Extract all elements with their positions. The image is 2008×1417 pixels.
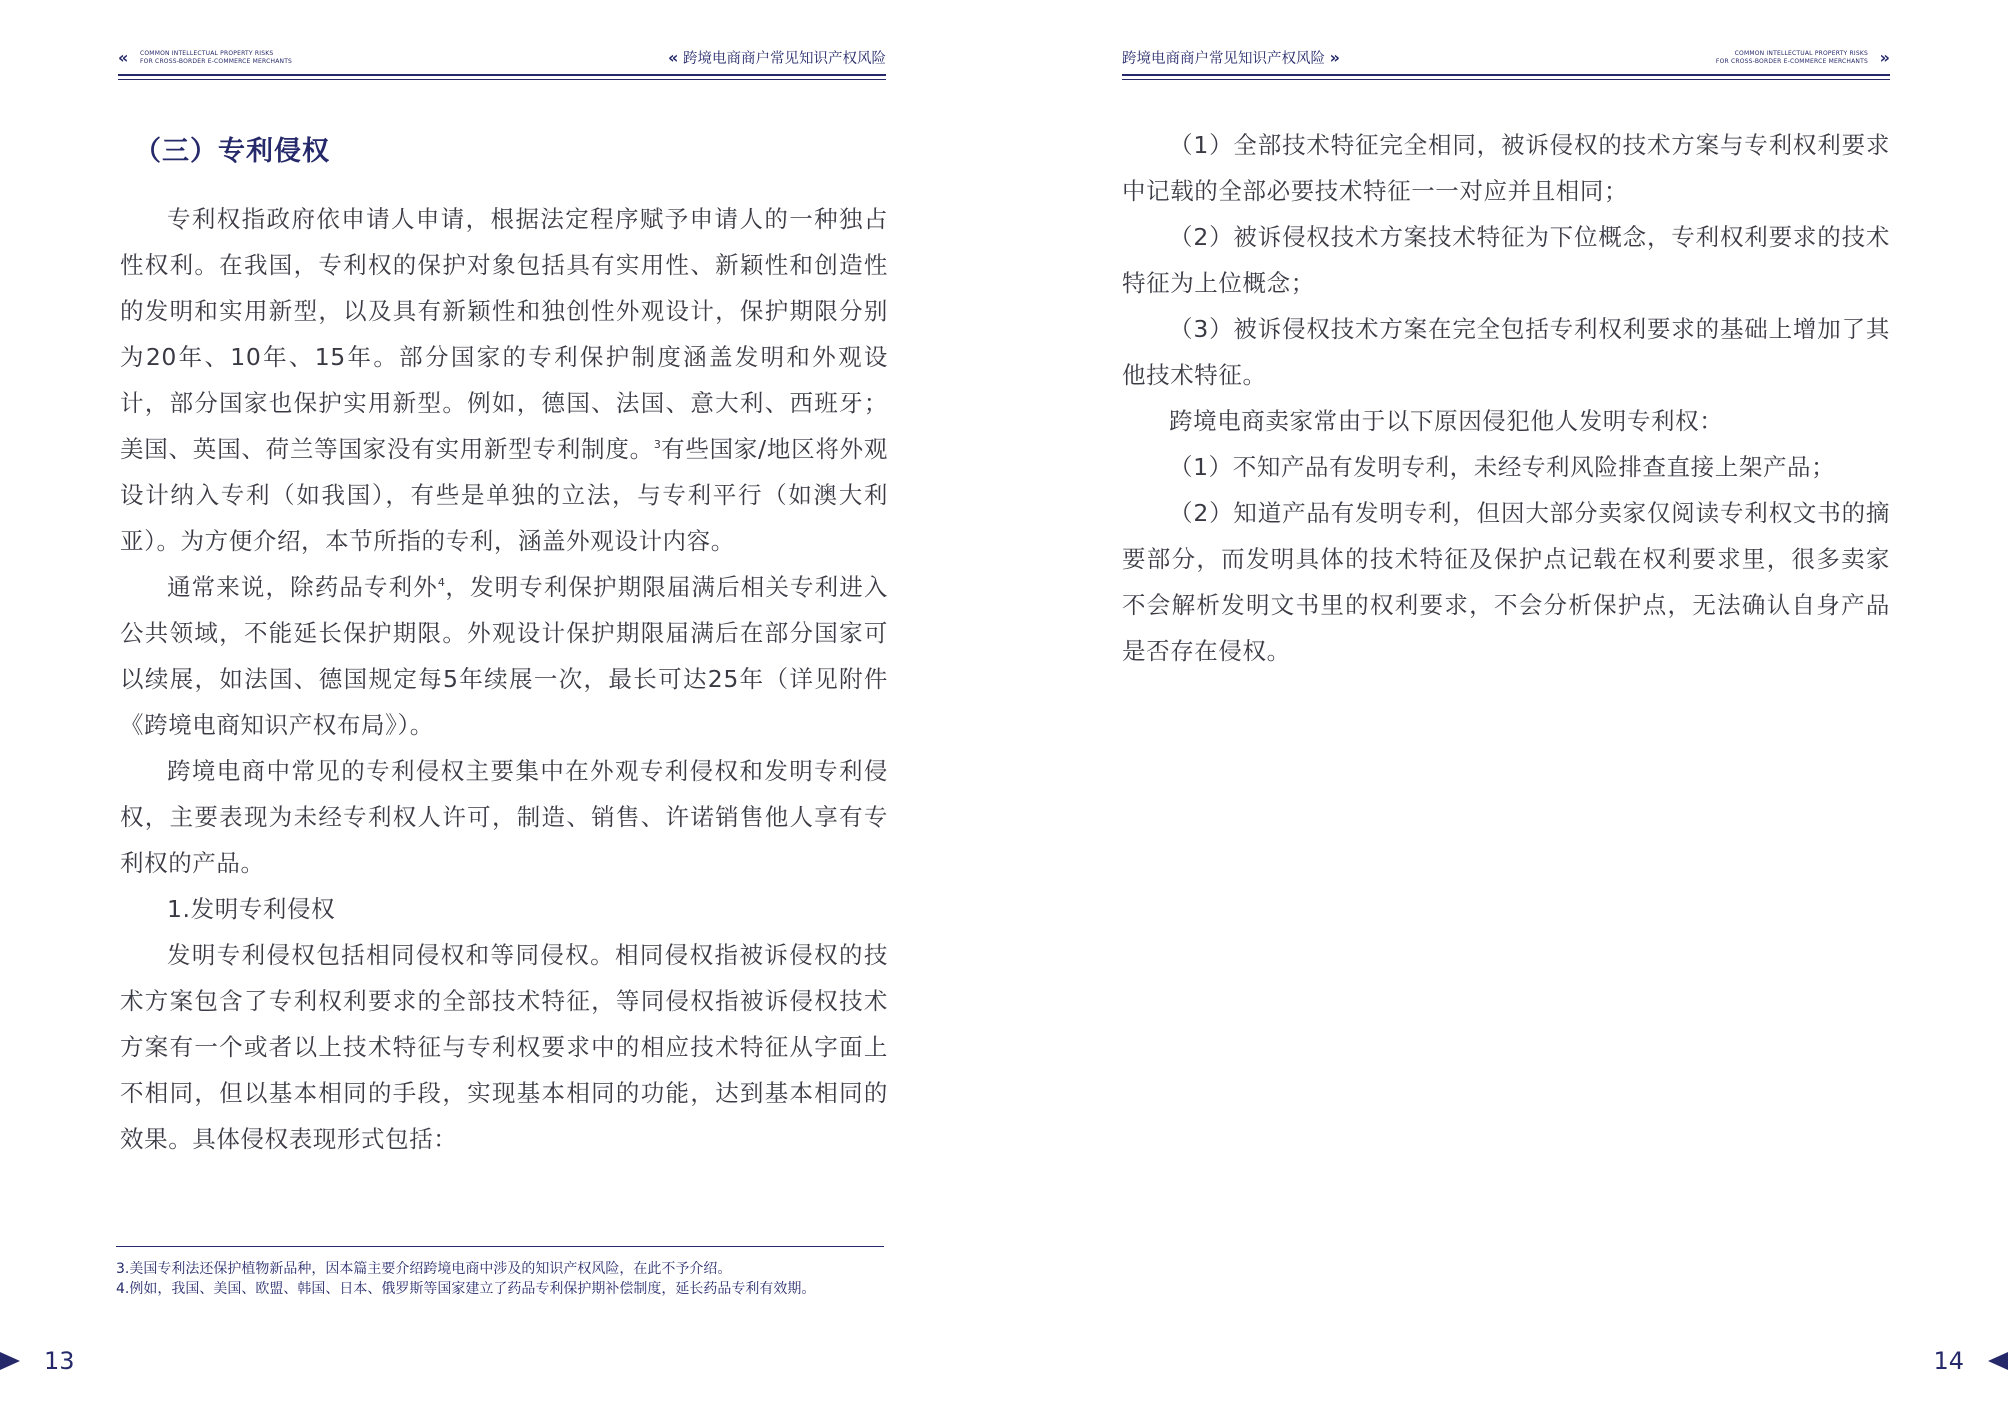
footnote-ref[interactable]: 3 bbox=[653, 438, 661, 452]
paragraph: （1）全部技术特征完全相同，被诉侵权的技术方案与专利权利要求中记载的全部必要技术特征一一对应并且相同； bbox=[1122, 131, 1890, 205]
right-body bbox=[1122, 122, 1890, 674]
chevron-left-icon: « bbox=[118, 48, 129, 67]
header-english-title: COMMON INTELLECTUAL PROPERTY RISKS FOR CROSS-BORDER E-COMMERCE MERCHANTS bbox=[1715, 50, 1868, 65]
subheading: 1.发明专利侵权 bbox=[167, 895, 336, 923]
header-title: « 跨境电商商户常见知识产权风险 bbox=[668, 48, 886, 67]
paragraph: （1）不知产品有发明专利，未经专利风险排查直接上架产品； bbox=[1169, 453, 1836, 481]
chevron-right-icon: » bbox=[1879, 48, 1890, 67]
chevron-right-icon: » bbox=[1329, 48, 1340, 67]
header-rule-thin bbox=[1122, 79, 1890, 80]
footnote-3: 3.美国专利法还保护植物新品种，因本篇主要介绍跨境电商中涉及的知识产权风险，在此不予介绍。 bbox=[116, 1261, 732, 1277]
running-header bbox=[1122, 48, 1890, 72]
page-number: 14 bbox=[1933, 1347, 1964, 1375]
paragraph: 专利权指政府依申请人申请，根据法定程序赋予申请人的一种独占性权利。在我国，专利权的保护对象包括具有实用性、新颖性和创造性的发明和实用新型，以及具有新颖性和独创性外观设计，保护期限分别为20年、10年、15年。部分国家的专利保护制度涵盖发明和外观设计，部分国家也保护实用新型。例如，德国、法国、意大利、西班牙；美国、英国、荷兰等国家没有实用新型专利制度。$^3$有些国家/地区将外观设计纳入专利（如我国），有些是单独的立法，与专利平行（如澳大利亚）。为方便介绍，本节所指的专利，涵盖外观设计内容。 bbox=[120, 205, 889, 555]
right-page bbox=[1004, 0, 2008, 1417]
footnote-ref[interactable]: 4 bbox=[437, 576, 445, 590]
triangle-right-icon bbox=[0, 1352, 20, 1370]
paragraph: （3）被诉侵权技术方案在完全包括专利权利要求的基础上增加了其他技术特征。 bbox=[1122, 315, 1890, 389]
header-rule-thin bbox=[118, 79, 886, 80]
paragraph: 通常来说，除药品专利外$^4$，发明专利保护期限届满后相关专利进入公共领域，不能延长保护期限。外观设计保护期限届满后在部分国家可以续展，如法国、德国规定每5年续展一次，最长可达25年（详见附件《跨境电商知识产权布局》）。 bbox=[120, 573, 888, 739]
footnote-rule bbox=[116, 1246, 884, 1247]
paragraph: （2）被诉侵权技术方案技术特征为下位概念，专利权利要求的技术特征为上位概念； bbox=[1122, 223, 1890, 297]
paragraph: 跨境电商卖家常由于以下原因侵犯他人发明专利权： bbox=[1169, 407, 1724, 435]
paragraph: （2）知道产品有发明专利，但因大部分卖家仅阅读专利权文书的摘要部分，而发明具体的技术特征及保护点记载在权利要求里，很多卖家不会解析发明文书里的权利要求，不会分析保护点，无法确认自身产品是否存在侵权。 bbox=[1122, 499, 1890, 665]
chevron-left-icon: « bbox=[668, 48, 679, 67]
page-number: 13 bbox=[44, 1347, 75, 1375]
paragraph: 跨境电商中常见的专利侵权主要集中在外观专利侵权和发明专利侵权，主要表现为未经专利权人许可，制造、销售、许诺销售他人享有专利权的产品。 bbox=[120, 757, 888, 877]
section-title: （三）专利侵权 bbox=[134, 136, 330, 167]
running-header bbox=[118, 48, 886, 72]
left-body bbox=[120, 128, 888, 1162]
header-english-title: COMMON INTELLECTUAL PROPERTY RISKS FOR CROSS-BORDER E-COMMERCE MERCHANTS bbox=[140, 50, 293, 65]
triangle-left-icon bbox=[1988, 1352, 2008, 1370]
paragraph: 发明专利侵权包括相同侵权和等同侵权。相同侵权指被诉侵权的技术方案包含了专利权利要求的全部技术特征，等同侵权指被诉侵权技术方案有一个或者以上技术特征与专利权要求中的相应技术特征从字面上不相同，但以基本相同的手段，实现基本相同的功能，达到基本相同的效果。具体侵权表现形式包括： bbox=[120, 941, 888, 1153]
header-rule bbox=[118, 74, 886, 76]
header-rule bbox=[1122, 74, 1890, 76]
footnote-4: 4.例如，我国、美国、欧盟、韩国、日本、俄罗斯等国家建立了药品专利保护期补偿制度，延长药品专利有效期。 bbox=[116, 1281, 816, 1297]
header-title: 跨境电商商户常见知识产权风险 » bbox=[1122, 48, 1340, 67]
footnotes bbox=[116, 1246, 916, 1299]
